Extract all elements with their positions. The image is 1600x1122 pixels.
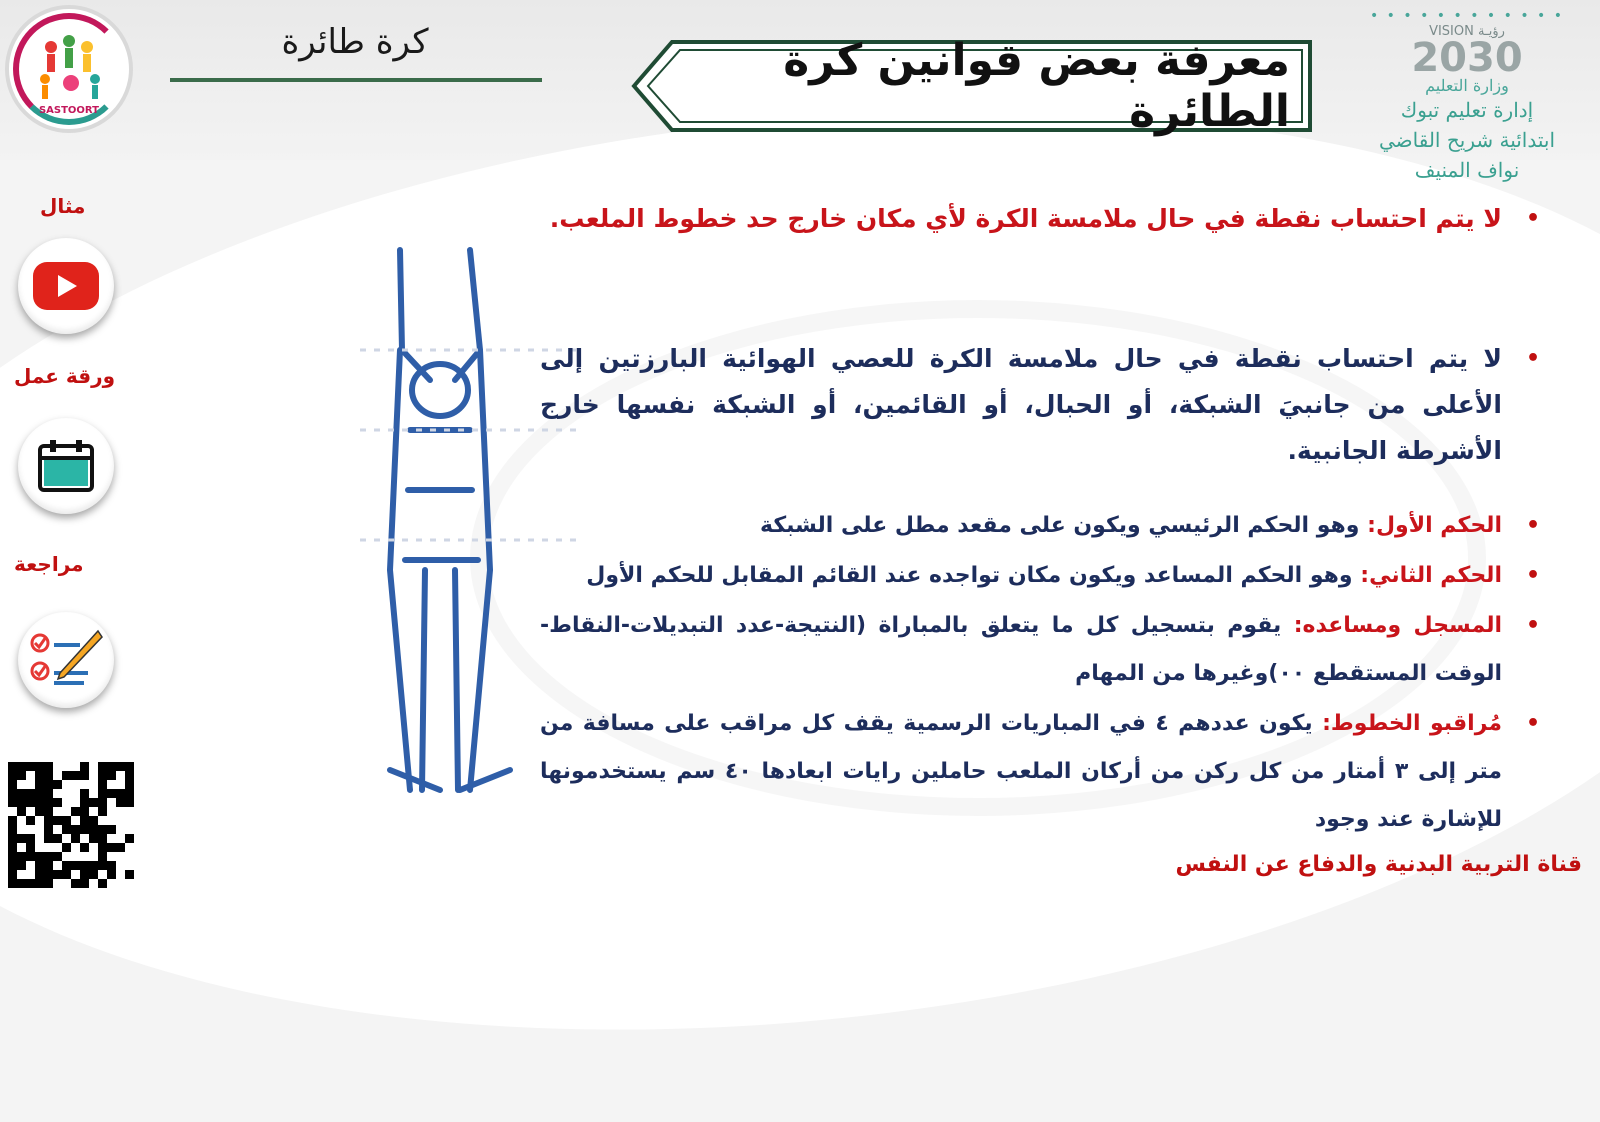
qr-module (35, 807, 44, 816)
qr-module (116, 798, 125, 807)
qr-module (44, 807, 53, 816)
ministry-name: وزارة التعليم (1425, 76, 1509, 95)
qr-module (53, 780, 62, 789)
qr-module (98, 879, 107, 888)
official-term: مُراقبو الخطوط: (1322, 711, 1502, 736)
qr-module (116, 771, 125, 780)
official-item (540, 552, 1540, 600)
qr-module (53, 870, 62, 879)
qr-module (125, 843, 134, 852)
channel-footer: قناة التربية البدنية والدفاع عن النفس (1175, 852, 1582, 877)
qr-module (17, 798, 26, 807)
bullet-dot: • (1525, 613, 1540, 638)
qr-module (53, 762, 62, 771)
qr-module (62, 771, 71, 780)
qr-module (8, 762, 17, 771)
qr-module (98, 762, 107, 771)
qr-module (125, 771, 134, 780)
qr-module (89, 879, 98, 888)
qr-module (62, 879, 71, 888)
qr-module (44, 762, 53, 771)
qr-module (116, 816, 125, 825)
qr-module (89, 807, 98, 816)
qr-module (8, 771, 17, 780)
qr-module (71, 780, 80, 789)
qr-module (107, 762, 116, 771)
qr-module (62, 807, 71, 816)
qr-module (26, 798, 35, 807)
vision-dots-decoration: • • • • • • • • • • • • (1369, 8, 1565, 24)
qr-module (8, 789, 17, 798)
qr-module (125, 798, 134, 807)
page-title: معرفة بعض قوانين كرة الطائرة (783, 35, 1290, 137)
qr-module (89, 852, 98, 861)
qr-module (89, 798, 98, 807)
qr-module (71, 825, 80, 834)
qr-module (35, 870, 44, 879)
qr-module (26, 852, 35, 861)
qr-module (35, 780, 44, 789)
qr-module (71, 798, 80, 807)
qr-module (98, 816, 107, 825)
qr-module (17, 780, 26, 789)
worksheet-button[interactable] (18, 418, 114, 514)
bullet-dot: • (1525, 711, 1540, 736)
qr-module (80, 798, 89, 807)
vision-2030-block (1352, 8, 1582, 188)
qr-module (35, 816, 44, 825)
qr-module (116, 861, 125, 870)
youtube-icon (33, 262, 99, 310)
qr-module (17, 762, 26, 771)
qr-module (107, 870, 116, 879)
qr-module (53, 816, 62, 825)
qr-module (35, 771, 44, 780)
vision-word: VISION رؤيـة (1429, 24, 1505, 39)
qr-module (8, 798, 17, 807)
qr-module (26, 807, 35, 816)
qr-module (26, 834, 35, 843)
rule-item (540, 336, 1540, 474)
official-item (540, 502, 1540, 550)
qr-module (44, 843, 53, 852)
review-button[interactable] (18, 612, 114, 708)
qr-module (35, 834, 44, 843)
qr-module (71, 879, 80, 888)
qr-module (44, 789, 53, 798)
qr-module (71, 852, 80, 861)
qr-module (26, 762, 35, 771)
qr-module (62, 825, 71, 834)
qr-module (17, 834, 26, 843)
qr-module (98, 807, 107, 816)
qr-module (62, 834, 71, 843)
official-desc: وهو الحكم المساعد ويكون مكان تواجده عند القائم المقابل للحكم الأول (586, 563, 1361, 588)
qr-module (116, 807, 125, 816)
qr-module (98, 834, 107, 843)
qr-module (80, 834, 89, 843)
qr-module (125, 825, 134, 834)
qr-module (26, 825, 35, 834)
qr-module (107, 879, 116, 888)
qr-module (80, 771, 89, 780)
qr-module (89, 825, 98, 834)
qr-module (17, 861, 26, 870)
qr-module (107, 825, 116, 834)
qr-module (53, 843, 62, 852)
teacher-name: نواف المنيف (1414, 158, 1520, 182)
qr-module (17, 879, 26, 888)
qr-module (80, 870, 89, 879)
qr-module (62, 789, 71, 798)
bullet-dot: • (1525, 513, 1540, 538)
qr-module (35, 789, 44, 798)
qr-module (53, 861, 62, 870)
sastoort-logo (5, 5, 133, 133)
qr-module (107, 861, 116, 870)
qr-module (80, 789, 89, 798)
qr-module (71, 789, 80, 798)
official-desc: وهو الحكم الرئيسي ويكون على مقعد مطل على الشبكة (760, 513, 1368, 538)
youtube-button[interactable] (18, 238, 114, 334)
official-term: المسجل ومساعده: (1293, 613, 1502, 638)
qr-module (125, 852, 134, 861)
qr-module (53, 825, 62, 834)
qr-module (62, 861, 71, 870)
qr-module (107, 807, 116, 816)
qr-module (116, 852, 125, 861)
checklist-pencil-icon (28, 625, 104, 695)
qr-module (17, 825, 26, 834)
qr-module (44, 816, 53, 825)
qr-module (125, 870, 134, 879)
qr-module (80, 843, 89, 852)
qr-module (125, 789, 134, 798)
qr-module (107, 789, 116, 798)
qr-module (35, 798, 44, 807)
qr-module (116, 870, 125, 879)
department-name: إدارة تعليم تبوك (1400, 98, 1534, 122)
logo-text: SASTOORT (38, 105, 100, 116)
qr-module (98, 852, 107, 861)
qr-module (62, 852, 71, 861)
qr-module (35, 843, 44, 852)
qr-module (98, 798, 107, 807)
qr-module (26, 816, 35, 825)
qr-module (116, 825, 125, 834)
qr-module (89, 789, 98, 798)
qr-module (17, 870, 26, 879)
qr-module (44, 852, 53, 861)
qr-module (80, 807, 89, 816)
qr-module (62, 762, 71, 771)
qr-module (107, 834, 116, 843)
qr-module (89, 843, 98, 852)
qr-module (80, 861, 89, 870)
qr-module (35, 762, 44, 771)
qr-module (17, 852, 26, 861)
qr-module (53, 852, 62, 861)
official-item (540, 700, 1540, 844)
qr-module (89, 870, 98, 879)
qr-module (116, 762, 125, 771)
rule-item (540, 196, 1540, 242)
qr-module (116, 879, 125, 888)
qr-module (125, 807, 134, 816)
qr-module (35, 825, 44, 834)
example-label: مثال (40, 194, 86, 218)
qr-module (89, 780, 98, 789)
qr-module (44, 780, 53, 789)
official-desc: يقوم بتسجيل كل ما يتعلق بالمباراة (النتيجة-عدد التبديلات-النقاط-الوقت المستقطع ٠٠)وغيرها من المهام (540, 613, 1502, 686)
qr-code[interactable] (8, 762, 134, 888)
qr-module (53, 771, 62, 780)
qr-module (44, 870, 53, 879)
subject-underline (170, 78, 542, 82)
qr-module (17, 771, 26, 780)
qr-module (17, 789, 26, 798)
review-label: مراجعة (14, 552, 84, 576)
worksheet-label: ورقة عمل (14, 364, 116, 388)
qr-module (53, 807, 62, 816)
qr-module (71, 807, 80, 816)
qr-module (8, 780, 17, 789)
qr-module (35, 861, 44, 870)
qr-module (98, 870, 107, 879)
qr-module (44, 861, 53, 870)
qr-module (8, 870, 17, 879)
qr-module (26, 771, 35, 780)
qr-module (71, 816, 80, 825)
qr-module (71, 843, 80, 852)
qr-module (44, 798, 53, 807)
qr-module (8, 816, 17, 825)
qr-module (80, 780, 89, 789)
qr-module (125, 816, 134, 825)
qr-module (98, 771, 107, 780)
qr-module (35, 879, 44, 888)
qr-module (89, 834, 98, 843)
qr-module (125, 834, 134, 843)
qr-module (107, 816, 116, 825)
qr-module (116, 780, 125, 789)
qr-module (107, 771, 116, 780)
qr-module (80, 852, 89, 861)
qr-module (80, 816, 89, 825)
qr-module (62, 870, 71, 879)
qr-module (89, 861, 98, 870)
qr-module (80, 825, 89, 834)
qr-module (8, 843, 17, 852)
qr-module (26, 861, 35, 870)
qr-module (62, 780, 71, 789)
qr-module (8, 852, 17, 861)
qr-module (98, 843, 107, 852)
vision-year: 2030 (1411, 35, 1523, 81)
qr-module (26, 870, 35, 879)
official-term: الحكم الثاني: (1360, 563, 1502, 588)
qr-module (8, 879, 17, 888)
qr-module (26, 789, 35, 798)
qr-module (89, 771, 98, 780)
qr-module (80, 879, 89, 888)
qr-module (8, 807, 17, 816)
qr-module (71, 762, 80, 771)
qr-module (116, 843, 125, 852)
qr-module (62, 816, 71, 825)
qr-module (116, 789, 125, 798)
qr-module (125, 879, 134, 888)
qr-module (116, 834, 125, 843)
qr-module (53, 879, 62, 888)
qr-module (26, 879, 35, 888)
qr-module (44, 825, 53, 834)
qr-module (35, 852, 44, 861)
calendar-icon (36, 438, 96, 494)
qr-module (71, 861, 80, 870)
qr-module (53, 798, 62, 807)
qr-module (62, 798, 71, 807)
qr-module (107, 852, 116, 861)
official-desc: يكون عددهم ٤ في المباريات الرسمية يقف كل مراقب على مسافة من متر إلى ٣ أمتار من كل ركن من أركان الملعب حاملين رايات ابعادها ٤٠ سم يستخدمونها للإشارة عند وجود (540, 711, 1502, 832)
qr-module (26, 843, 35, 852)
qr-module (98, 780, 107, 789)
subject-title: كرة طائرة (281, 22, 429, 62)
qr-module (125, 861, 134, 870)
qr-module (44, 771, 53, 780)
qr-module (26, 780, 35, 789)
qr-module (8, 825, 17, 834)
qr-module (125, 780, 134, 789)
qr-module (17, 807, 26, 816)
qr-module (125, 762, 134, 771)
qr-module (53, 834, 62, 843)
qr-module (107, 798, 116, 807)
qr-module (8, 834, 17, 843)
qr-module (62, 843, 71, 852)
school-name: ابتدائية شريح القاضي (1378, 128, 1556, 152)
bullet-dot: • (1525, 206, 1540, 231)
qr-module (17, 816, 26, 825)
rule-text: لا يتم احتساب نقطة في حال ملامسة الكرة للعصي الهوائية البارزتين إلى الأعلى من جانبيَ الشبكة، أو الحبال، أو القائمين، أو الشبكة نفسها خارج الأشرطة الجانبية. (540, 344, 1502, 465)
qr-module (107, 780, 116, 789)
qr-module (44, 834, 53, 843)
qr-module (71, 870, 80, 879)
rule-text: لا يتم احتساب نقطة في حال ملامسة الكرة لأي مكان خارج حد خطوط الملعب. (549, 204, 1502, 233)
qr-module (107, 843, 116, 852)
official-item (540, 602, 1540, 698)
qr-module (53, 789, 62, 798)
official-term: الحكم الأول: (1367, 513, 1502, 538)
bullet-dot: • (1525, 346, 1540, 371)
qr-module (89, 762, 98, 771)
qr-module (98, 861, 107, 870)
qr-module (71, 771, 80, 780)
bullet-dot: • (1525, 563, 1540, 588)
qr-module (98, 789, 107, 798)
qr-module (44, 879, 53, 888)
qr-module (98, 825, 107, 834)
qr-module (89, 816, 98, 825)
qr-module (17, 843, 26, 852)
qr-module (71, 834, 80, 843)
qr-module (8, 861, 17, 870)
qr-module (80, 762, 89, 771)
